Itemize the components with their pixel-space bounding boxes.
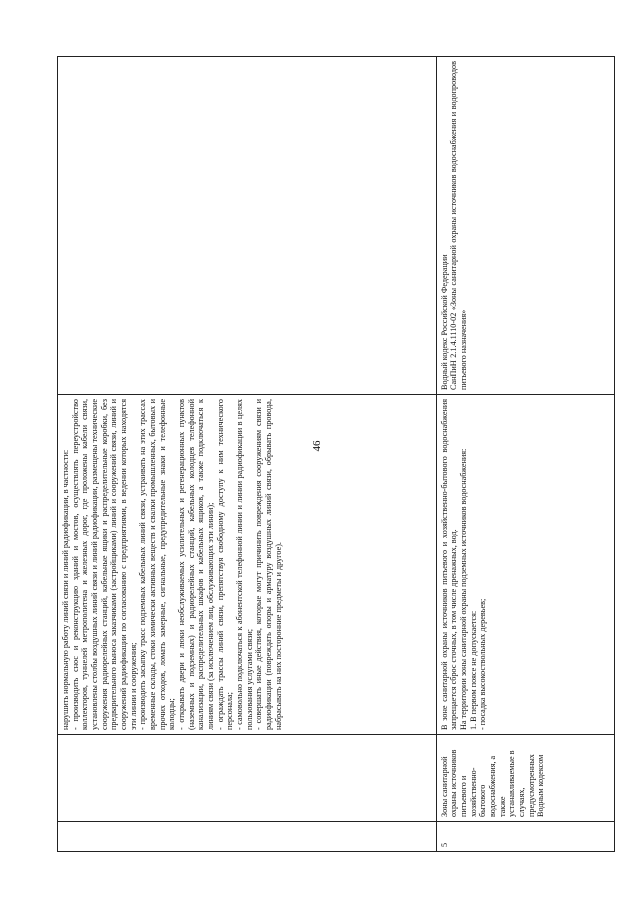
document-reference: СанПиН 2.1.4.1110-02 «Зоны санитарной охраны источников водоснабжения и водопроводов питьевого назначения»	[449, 61, 469, 390]
table-row	[436, 57, 614, 852]
requirement-text: 1. В первом поясе не допускается:	[468, 610, 478, 730]
requirements-cell	[436, 395, 614, 735]
requirement-text: - производить снос и реконструкцию зданий и мостов, осуществлять переустройство коллекторов, туннелей метрополитена и железных дорог, где проложены кабели связи, установлены столбы воздушных линий связи и линий радиофикации, размещены технические сооружения радиорелейных станций, кабельные ящики и распределительные коробки, без предварительного выноса заказчиками (застройщиками) линий и сооружений связи, линий и сооружений радиофикации по согласованию с предприятиями, в ведении которых находятся эти линии и сооружения;	[70, 399, 138, 730]
requirement-text: - самовольно подключаться к абонентской телефонной линии и линии радиофикации в целях пользования услугами связи;	[235, 399, 254, 730]
zone-name-cell	[58, 735, 437, 822]
requirements-cell	[58, 395, 437, 735]
row-number-cell: 5	[436, 822, 614, 852]
landscape-table-container	[57, 57, 615, 852]
requirement-text: На территории зоны санитарной охраны подземных источников водоснабжения:	[459, 448, 469, 730]
requirement-text: нарушить нормальную работу линий связи и линий радиофикации, в частности:	[61, 449, 70, 730]
requirement-text: - производить засыпку трасс подземных кабельных линий связи, устраивать на этих трассах временные склады, стоки химически активных веществ и свалки промышленных, бытовых и прочих отходов, ломать замерные, сигнальные, предупредительные знаки и телефонные колодцы;	[138, 399, 177, 730]
page-number: 46	[311, 440, 323, 452]
documents-cell	[436, 57, 614, 395]
requirement-text: - совершать иные действия, которые могут причинить повреждения сооружениям связи и радиофикации (повреждать опоры и арматуру воздушных линий связи, обрывать провода, набрасывать на них посторонние предметы и другое).	[254, 399, 283, 730]
requirement-text: В зоне санитарной охраны источников питьевого и хозяйственно-бытового водоснабжения запрещается сброс сточных, в том числе дренажных, вод.	[439, 399, 459, 730]
table-row	[58, 57, 437, 852]
zone-name-cell: Зоны санитарной охраны источников питьевого и хозяйственно-бытового водоснабжения, а также устанавливаемые в случаях, предусмотренных Водным кодексом	[436, 735, 614, 822]
zones-table	[57, 56, 615, 852]
document-reference: Водный кодекс Российской Федерации	[439, 254, 449, 390]
documents-cell	[58, 57, 437, 395]
row-number-cell	[58, 822, 437, 852]
requirement-text: - ограждать трассы линий связи, препятствуя свободному доступу к ним технического персонала;	[215, 399, 235, 730]
table-frame	[57, 57, 615, 852]
requirement-text: - открывать двери и люки необслуживаемых усилительных и регенерационных пунктов (наземных и подземных) и радиорелейных станций, кабельных колодцев телефонной канализации, распределительных шкафов и кабельных ящиков, а также подключаться к линиям связи (за исключением лиц, обслуживающих эти линии);	[177, 399, 216, 730]
requirement-text: - посадка высокоствольных деревьев;	[478, 598, 488, 730]
